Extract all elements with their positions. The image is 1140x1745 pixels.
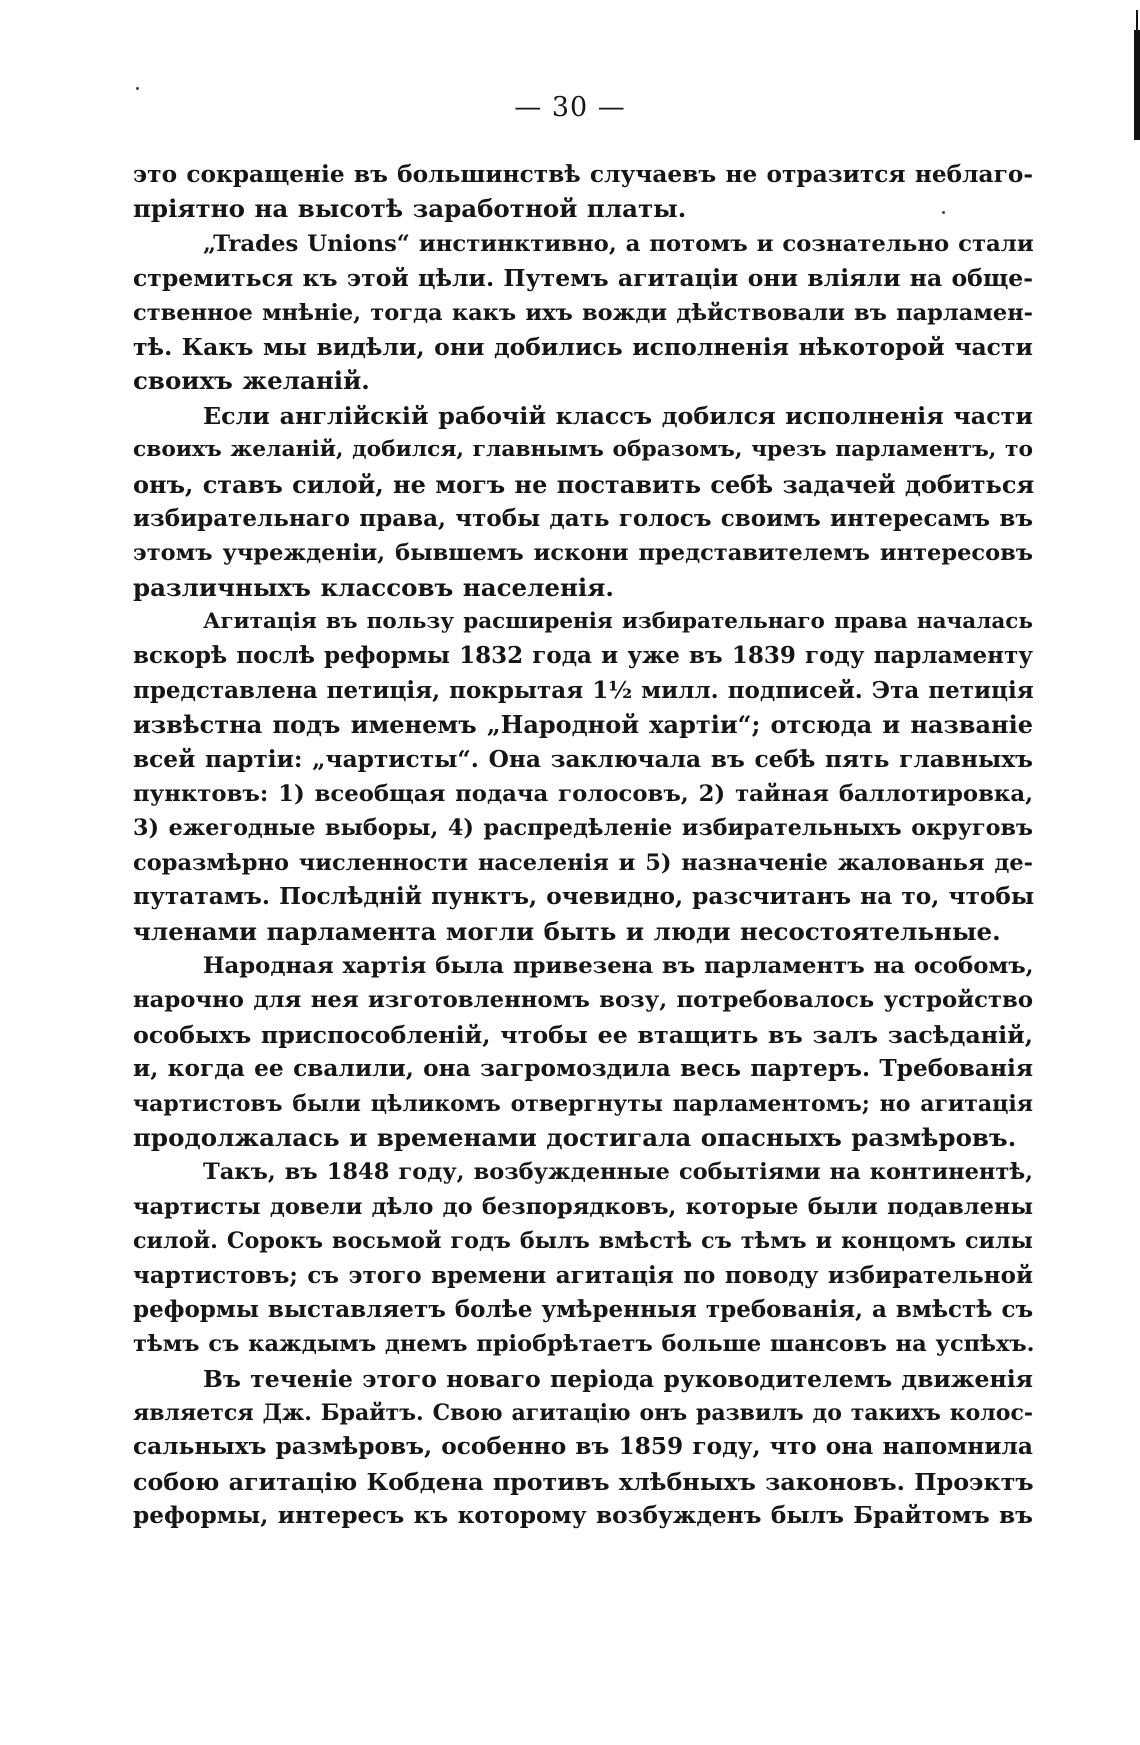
text-line: пріятно на высотѣ заработной платы. — [133, 194, 687, 224]
body-text — [133, 158, 1033, 1534]
text-line: избирательнаго права, чтобы дать голосъ своимъ интересамъ въ — [133, 504, 1033, 532]
text-line: чартисты довели дѣло до безпорядковъ, которые были подавлены — [133, 1193, 1033, 1220]
page-number: — 30 — — [514, 92, 626, 123]
text-line: ственное мнѣніе, тогда какъ ихъ вожди дѣйствовали въ парламен- — [133, 299, 1033, 326]
text-line: путатамъ. Послѣдній пунктъ, очевидно, разсчитанъ на то, чтобы — [133, 883, 1035, 911]
text-line: Въ теченіе этого новаго періода руководителемъ движенія — [203, 1364, 1033, 1393]
text-line: различныхъ классовъ населенія. — [133, 572, 614, 602]
text-line: „Trades Unions“ инстинктивно, а потомъ и сознательно стали — [203, 230, 1034, 257]
text-line: продолжалась и временами достигала опасныхъ размѣровъ. — [133, 1122, 1017, 1152]
text-line: соразмѣрно численности населенія и 5) назначеніе жалованья де- — [133, 849, 1033, 876]
text-line: реформы, интересъ къ которому возбужденъ былъ Брайтомъ въ — [133, 1502, 1033, 1530]
text-line: извѣстна подъ именемъ „Народной хартіи“; отсюда и названіе — [133, 710, 1033, 740]
text-line: особыхъ приспособленій, чтобы ее втащить въ залъ засѣданій, — [133, 1020, 1033, 1049]
text-line: Если англійскій рабочій классъ добился исполненія части — [203, 401, 1033, 430]
text-line: представлена петиція, покрытая 1½ милл. подписей. Эта петиція — [133, 676, 1034, 704]
text-line: сальныхъ размѣровъ, особенно въ 1859 году, что она напомнила — [133, 1433, 1033, 1461]
text-line: чартистовъ были цѣликомъ отвергнуты парламентомъ; но агитація — [133, 1090, 1033, 1117]
text-line: своихъ желаній, добился, главнымъ образомъ, чрезъ парламентъ, то — [133, 437, 1033, 463]
text-line: своихъ желаній. — [133, 366, 370, 396]
text-line: пунктовъ: 1) всеобщая подача голосовъ, 2) тайная баллотировка, — [133, 781, 1033, 808]
text-line: силой. Сорокъ восьмой годъ былъ вмѣстѣ съ тѣмъ и концомъ силы — [133, 1228, 1033, 1255]
text-line: является Дж. Брайтъ. Свою агитацію онъ развилъ до такихъ колос- — [133, 1400, 1033, 1427]
print-speck — [136, 87, 139, 90]
text-line: Народная хартія была привезена въ парламентъ на особомъ, — [203, 952, 1034, 979]
text-line: 3) ежегодные выборы, 4) распредѣленіе избирательныхъ округовъ — [133, 815, 1033, 842]
text-line: вскорѣ послѣ реформы 1832 года и уже въ 1839 году парламенту — [133, 642, 1033, 670]
text-line: тѣмъ съ каждымъ днемъ пріобрѣтаетъ больше шансовъ на успѣхъ. — [133, 1331, 1035, 1358]
text-line: нарочно для нея изготовленномъ возу, потребовалось устройство — [133, 987, 1033, 1014]
text-line: этомъ учрежденіи, бывшемъ искони представителемъ интересовъ — [133, 540, 1033, 567]
text-line: Такъ, въ 1848 году, возбужденные событіями на континентѣ, — [203, 1159, 1033, 1186]
text-line: это сокращеніе въ большинствѣ случаевъ не отразится неблаго- — [133, 161, 1033, 188]
text-line: членами парламента могли быть и люди несостоятельные. — [133, 916, 1001, 946]
text-line: всей партіи: „чартисты“. Она заключала въ себѣ пять главныхъ — [133, 745, 1033, 773]
text-line: собою агитацію Кобдена противъ хлѣбныхъ законовъ. Проэктъ — [133, 1467, 1034, 1496]
page-edge-mark — [1134, 30, 1140, 140]
text-line: стремиться къ этой цѣли. Путемъ агитаціи они вліяли на обще- — [133, 264, 1033, 293]
text-line: Агитація въ пользу расширенія избирательнаго права началась — [203, 609, 1033, 635]
text-line: реформы выставляетъ болѣе умѣренныя требованія, а вмѣстѣ съ — [133, 1295, 1034, 1323]
text-line: и, когда ее свалили, она загромоздила весь партеръ. Требованія — [133, 1055, 1033, 1083]
text-line: онъ, ставъ силой, не могъ не поставить себѣ задачей добиться — [133, 469, 1035, 499]
text-line: чартистовъ; съ этого времени агитація по поводу избирательной — [133, 1261, 1033, 1289]
page-edge-mark-small — [1136, 10, 1138, 40]
text-line: тѣ. Какъ мы видѣли, они добились исполненія нѣкоторой части — [133, 332, 1033, 361]
